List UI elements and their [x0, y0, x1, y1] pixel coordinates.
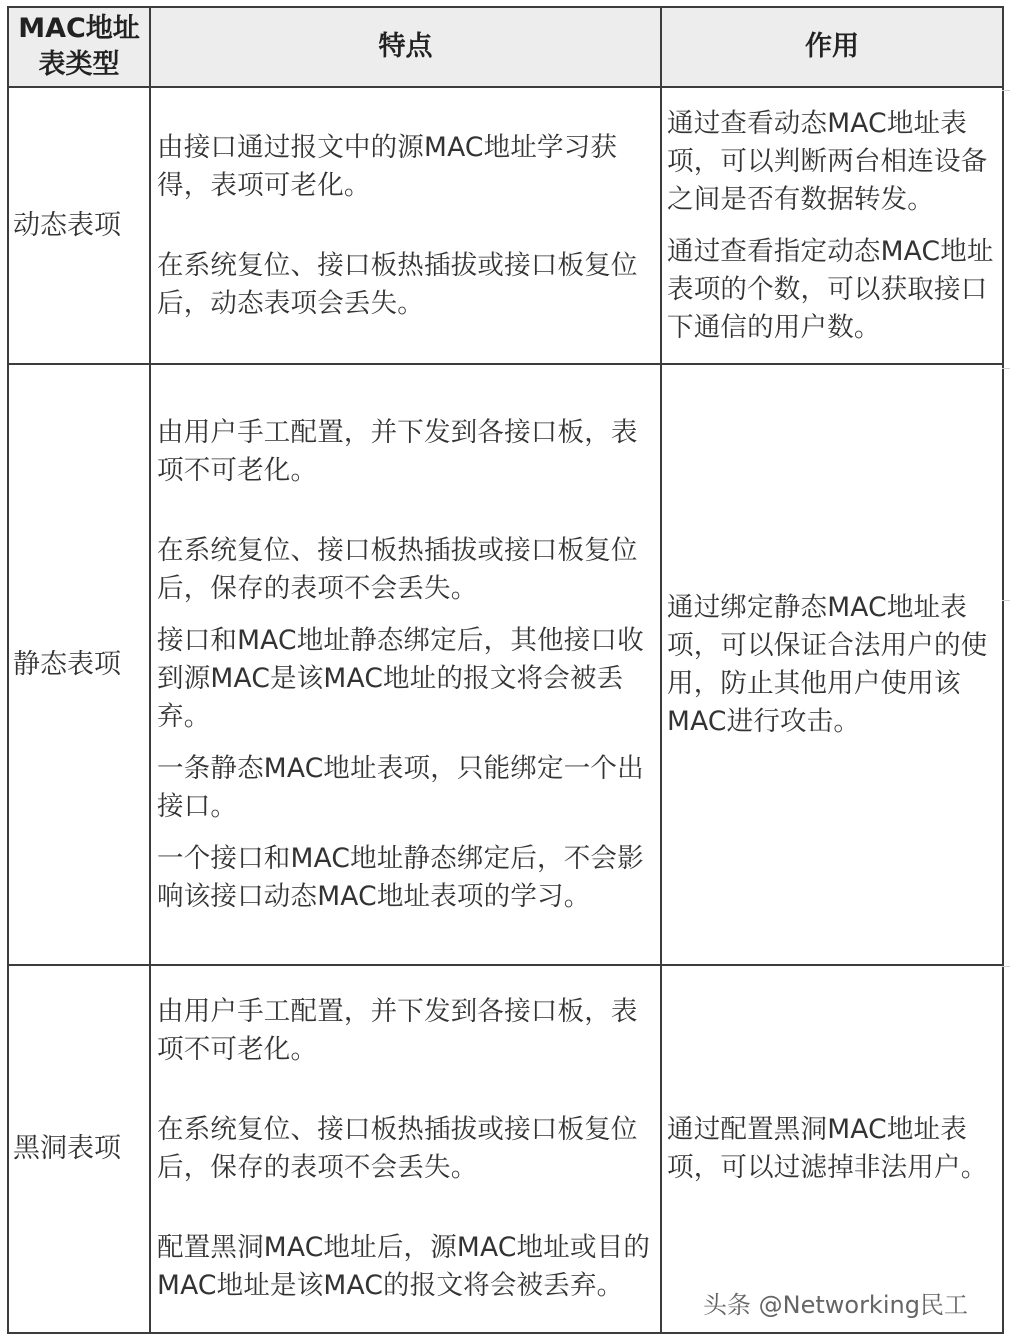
table-row-static — [8, 364, 1003, 965]
watermark: 头条 @Networking民工 — [703, 1291, 968, 1319]
row-uses-blackhole — [661, 965, 1003, 1333]
feature-text: 一条静态MAC地址表项，只能绑定一个出接口。 — [157, 752, 644, 822]
edge-tick — [1002, 90, 1010, 91]
row-uses-dynamic — [661, 87, 1003, 364]
feature-text: 配置黑洞MAC地址后，源MAC地址或目的MAC地址是该MAC的报文将会被丢弃。 — [157, 1232, 651, 1301]
header-type — [8, 7, 150, 87]
header-features: 特点 — [150, 7, 661, 87]
row-type-dynamic: 动态表项 — [8, 87, 150, 364]
row-type-static: 静态表项 — [8, 364, 150, 965]
row-features-dynamic — [150, 87, 661, 364]
use-text: 通过查看动态MAC地址表项，可以判断两台相连设备之间是否有数据转发。 — [667, 107, 988, 215]
mac-table-types — [7, 6, 1004, 1334]
table-row-blackhole — [8, 965, 1003, 1333]
feature-text: 在系统复位、接口板热插拔或接口板复位后，保存的表项不会丢失。 — [157, 534, 638, 604]
row-type-blackhole: 黑洞表项 — [8, 965, 150, 1333]
edge-tick — [1002, 368, 1010, 369]
header-uses: 作用 — [661, 7, 1003, 87]
use-text: 通过查看指定动态MAC地址表项的个数，可以获取接口下通信的用户数。 — [667, 235, 994, 343]
feature-text: 由用户手工配置，并下发到各接口板，表项不可老化。 — [157, 416, 638, 486]
edge-tick — [1002, 966, 1010, 967]
feature-text: 由用户手工配置，并下发到各接口板，表项不可老化。 — [157, 996, 638, 1065]
header-type-line-1: MAC地址 — [18, 13, 140, 44]
edge-tick — [1002, 600, 1010, 601]
row-uses-static — [661, 364, 1003, 965]
feature-text: 接口和MAC地址静态绑定后，其他接口收到源MAC是该MAC地址的报文将会被丢弃。 — [157, 624, 644, 732]
table-row-dynamic — [8, 87, 1003, 364]
feature-text: 由接口通过报文中的源MAC地址学习获得，表项可老化。 — [157, 131, 618, 201]
use-text: 通过配置黑洞MAC地址表项，可以过滤掉非法用户。 — [667, 1114, 988, 1183]
feature-text: 一个接口和MAC地址静态绑定后，不会影响该接口动态MAC地址表项的学习。 — [157, 842, 644, 912]
header-type-line-2: 表类型 — [38, 49, 120, 80]
feature-text: 在系统复位、接口板热插拔或接口板复位后，动态表项会丢失。 — [157, 249, 638, 319]
feature-text: 在系统复位、接口板热插拔或接口板复位后，保存的表项不会丢失。 — [157, 1114, 638, 1183]
row-features-blackhole — [150, 965, 661, 1333]
row-features-static — [150, 364, 661, 965]
use-text: 通过绑定静态MAC地址表项，可以保证合法用户的使用，防止其他用户使用该MAC进行攻击。 — [667, 591, 988, 737]
table-header-row — [8, 7, 1003, 87]
